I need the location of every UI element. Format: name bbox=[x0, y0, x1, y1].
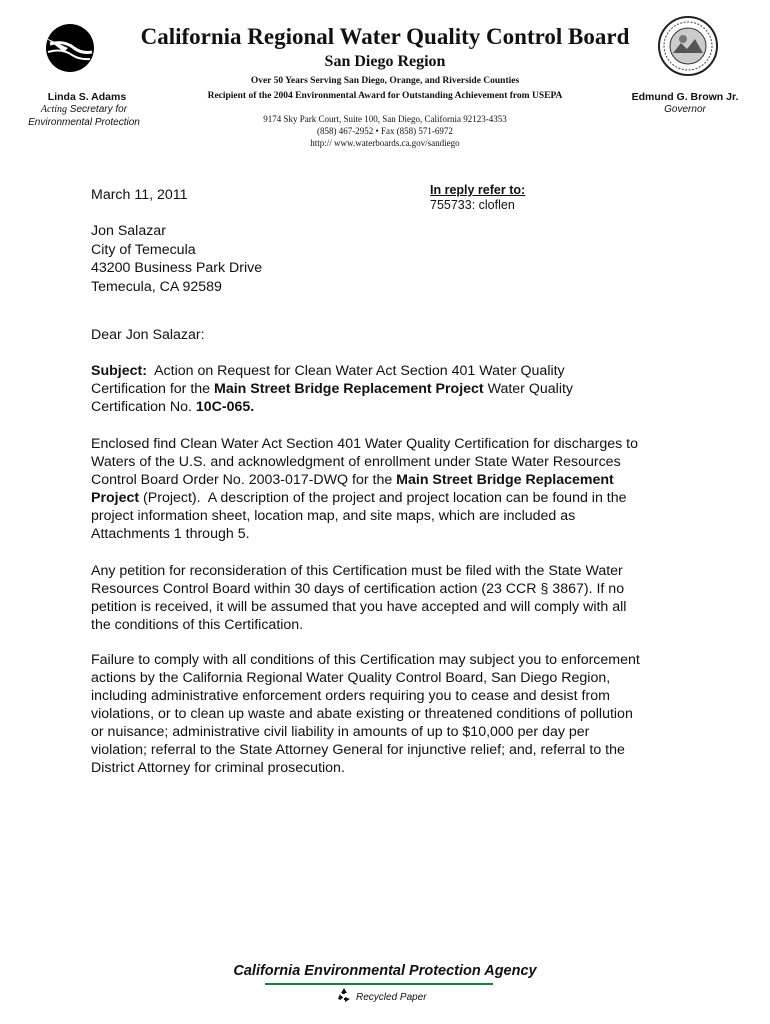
paragraph-enforcement bbox=[91, 651, 701, 777]
recipient-city: Temecula, CA 92589 bbox=[91, 278, 222, 295]
award-line: Recipient of the 2004 Environmental Award for Outstanding Achievement from USEPA bbox=[207, 91, 563, 101]
paragraph-line: Control Board Order No. 2003-017-DWQ for the bbox=[91, 472, 397, 488]
paragraph-line: including administrative enforcement orders requiring you to cease and desist from bbox=[91, 688, 610, 704]
paragraph-petition bbox=[91, 562, 701, 634]
paragraph-line: District Attorney for criminal prosecution. bbox=[91, 760, 345, 776]
subject-line2c: Water Quality bbox=[483, 381, 574, 397]
paragraph-line: project information sheet, location map, and site maps, which are included as bbox=[91, 508, 576, 524]
secretary-name: Linda S. Adams bbox=[47, 91, 127, 103]
recycled-paper-note: Recycled Paper bbox=[356, 992, 427, 1003]
project-name-bold: Project bbox=[91, 490, 140, 506]
board-phone-fax: (858) 467-2952 • Fax (858) 571-6972 bbox=[317, 126, 453, 136]
subject-line1: Action on Request for Clean Water Act Section 401 Water Quality bbox=[146, 363, 565, 379]
reply-reference-label: In reply refer to: bbox=[430, 183, 526, 197]
recipient-address-block bbox=[91, 222, 262, 296]
recipient-name: Jon Salazar bbox=[91, 223, 166, 239]
paragraph-line: Resources Control Board within 30 days of certification action (23 CCR § 3867). If no bbox=[91, 581, 625, 597]
secretary-title-rest: Secretary for bbox=[67, 104, 128, 115]
certification-number: 10C-065. bbox=[195, 399, 255, 415]
subject-line2a: Certification for the bbox=[91, 381, 215, 397]
paragraph-line: Attachments 1 through 5. bbox=[91, 526, 250, 542]
paragraph-enclosure bbox=[91, 435, 701, 543]
board-website: http:// www.waterboards.ca.gov/sandiego bbox=[310, 138, 460, 148]
paragraph-line: actions by the California Regional Water Quality Control Board, San Diego Region, bbox=[91, 670, 611, 686]
recipient-organization: City of Temecula bbox=[91, 241, 196, 258]
secretary-title bbox=[10, 103, 158, 129]
paragraph-line: Waters of the U.S. and acknowledgment of enrollment under State Water Resources bbox=[91, 454, 621, 470]
board-address: 9174 Sky Park Court, Suite 100, San Diego, California 92123-4353 bbox=[263, 114, 507, 124]
paragraph-line: violation; referral to the State Attorney General for injunctive relief; and, referral to the bbox=[91, 742, 625, 758]
project-name-bold: Main Street Bridge Replacement bbox=[396, 472, 614, 488]
project-name: Main Street Bridge Replacement Project bbox=[214, 381, 484, 397]
governor-title: Governor bbox=[664, 104, 706, 115]
paragraph-line: (Project). A description of the project and project location can be found in the bbox=[139, 490, 627, 506]
paragraph-line: petition is received, it will be assumed that you have accepted and will comply with all bbox=[91, 599, 627, 615]
subject-label: Subject: bbox=[91, 363, 147, 379]
board-title: California Regional Water Quality Control Board bbox=[140, 24, 630, 49]
service-years-line: Over 50 Years Serving San Diego, Orange, and Riverside Counties bbox=[250, 76, 520, 86]
reply-reference-value: 755733: cloflen bbox=[430, 198, 515, 212]
governor-name: Edmund G. Brown Jr. bbox=[631, 91, 739, 103]
footer-agency: California Environmental Protection Agency bbox=[233, 963, 537, 979]
paragraph-line: Failure to comply with all conditions of this Certification may subject you to enforcement bbox=[91, 652, 640, 668]
subject-block bbox=[91, 362, 691, 416]
secretary-title-line2: Environmental Protection bbox=[28, 117, 140, 128]
footer-divider bbox=[265, 983, 493, 985]
paragraph-line: violations, or to clean up waste and abate existing or threatened conditions of pollution bbox=[91, 706, 633, 722]
letter-date: March 11, 2011 bbox=[91, 187, 188, 203]
paragraph-line: Any petition for reconsideration of this Certification must be filed with the State Water bbox=[91, 563, 623, 579]
recipient-street: 43200 Business Park Drive bbox=[91, 260, 263, 276]
paragraph-line: Enclosed find Clean Water Act Section 401 Water Quality Certification for discharges to bbox=[91, 436, 638, 452]
salutation: Dear Jon Salazar: bbox=[91, 327, 205, 343]
paragraph-line: or nuisance; administrative civil liability in amounts of up to $10,000 per day per bbox=[91, 724, 590, 740]
recycle-icon bbox=[336, 987, 352, 1003]
acting-label: Acting bbox=[40, 104, 68, 115]
subject-line3a: Certification No. bbox=[91, 399, 196, 415]
paragraph-line: the conditions of this Certification. bbox=[91, 617, 304, 633]
region-name: San Diego Region bbox=[324, 53, 446, 70]
